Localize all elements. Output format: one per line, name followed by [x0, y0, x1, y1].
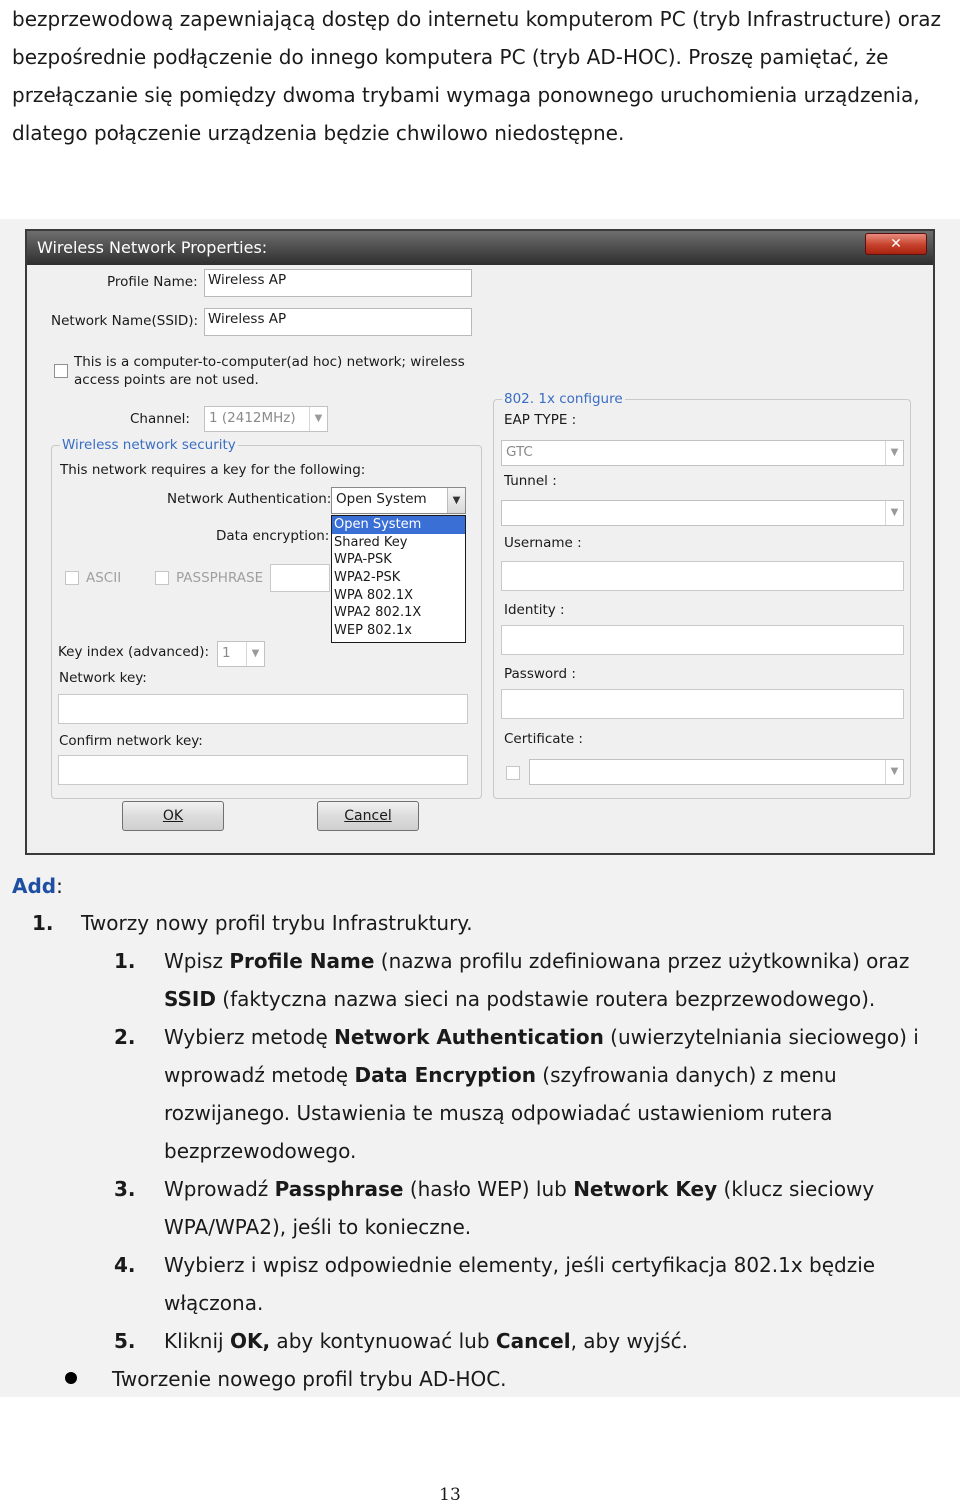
certificate-select[interactable]	[529, 759, 904, 785]
password-input[interactable]	[501, 689, 904, 719]
close-button[interactable]	[865, 233, 927, 255]
dropdown-option[interactable]: WPA2 802.1X	[334, 605, 422, 621]
wireless-network-properties-dialog	[25, 229, 935, 855]
add-heading	[12, 868, 63, 904]
eap-type-label: EAP TYPE :	[504, 412, 577, 428]
bullet-text: Tworzenie nowego profil trybu AD-HOC.	[112, 1367, 507, 1391]
ascii-label: ASCII	[86, 570, 122, 586]
step-text-part: Wpisz	[164, 949, 230, 973]
step-number: 4.	[114, 1253, 136, 1277]
confirm-key-input[interactable]	[58, 755, 468, 785]
step-bold-term: Profile Name	[229, 949, 375, 973]
dot1x-legend: 802. 1x configure	[504, 391, 623, 407]
chevron-down-icon: ▼	[447, 488, 465, 513]
step-bold-term: SSID	[164, 987, 216, 1011]
step-text-part: Kliknij	[164, 1329, 230, 1353]
step-bold-term: Network Key	[573, 1177, 718, 1201]
step-text-part: , aby wyjść.	[570, 1329, 688, 1353]
page-number: 13	[439, 1485, 461, 1505]
tunnel-label: Tunnel :	[504, 473, 557, 489]
chevron-down-icon: ▼	[246, 642, 264, 666]
chevron-down-icon: ▼	[885, 501, 903, 525]
step-number: 5.	[114, 1329, 136, 1353]
step-text-part: Wybierz metodę	[164, 1025, 335, 1049]
step-text-part: (szyfrowania danych) z menu rozwijanego. Ustawienia te muszą odpowiadać ustawieniom rutera bezprzewodowego.	[164, 1063, 837, 1163]
step-text-part: (klucz sieciowy WPA/WPA2), jeśli to konieczne.	[164, 1177, 875, 1239]
dropdown-option[interactable]: WEP 802.1x	[334, 623, 412, 639]
eap-type-select[interactable]	[501, 440, 904, 466]
net-auth-label: Network Authentication:	[167, 491, 332, 507]
network-auth-select[interactable]	[331, 487, 466, 514]
network-auth-dropdown-list	[331, 515, 466, 643]
dropdown-option[interactable]: Shared Key	[334, 534, 408, 550]
key-index-label: Key index (advanced):	[58, 644, 210, 660]
tunnel-select[interactable]	[501, 500, 904, 526]
network-key-input[interactable]	[58, 694, 468, 724]
step-text	[164, 1018, 954, 1170]
ok-button[interactable]	[122, 801, 224, 831]
step-number: 1.	[114, 949, 136, 973]
profile-name-input[interactable]: Wireless AP	[204, 269, 472, 297]
key-index-value: 1	[222, 645, 231, 661]
step-bold-term: Network Authentication	[334, 1025, 604, 1049]
cancel-button[interactable]	[317, 801, 419, 831]
dropdown-option[interactable]: WPA-PSK	[334, 552, 392, 568]
adhoc-label-line1: This is a computer-to-computer(ad hoc) network; wireless	[74, 354, 465, 370]
network-auth-value: Open System	[336, 491, 427, 507]
eap-type-value: GTC	[506, 444, 533, 460]
step-text	[164, 1246, 954, 1322]
cancel-button-label: Cancel	[344, 808, 392, 824]
step-text-part: (uwierzytelniania sieciowego) i wprowadź metodę	[164, 1025, 919, 1087]
security-legend: Wireless network security	[62, 437, 236, 453]
step-number: 3.	[114, 1177, 136, 1201]
profile-name-label: Profile Name:	[107, 274, 198, 290]
channel-value: 1 (2412MHz)	[209, 410, 296, 426]
username-label: Username :	[504, 535, 582, 551]
ssid-input[interactable]: Wireless AP	[204, 308, 472, 336]
step-text-part: Wprowadź	[164, 1177, 275, 1201]
identity-input[interactable]	[501, 625, 904, 655]
adhoc-checkbox[interactable]	[54, 364, 68, 378]
step-text-part: (hasło WEP) lub	[403, 1177, 574, 1201]
network-key-label: Network key:	[59, 670, 147, 686]
dropdown-option[interactable]: WPA 802.1X	[334, 587, 414, 603]
intro-paragraph	[12, 0, 957, 152]
certificate-label: Certificate :	[504, 731, 583, 747]
step-text	[164, 942, 954, 1018]
password-label: Password :	[504, 666, 576, 682]
passphrase-checkbox[interactable]	[155, 571, 169, 585]
chevron-down-icon: ▼	[309, 407, 327, 431]
intro-text: bezprzewodową zapewniającą dostęp do internetu komputerom PC (tryb Infrastructure) oraz bezpośrednie podłączenie do innego komputera PC (tryb AD-HOC). Proszę pamiętać, że przełączanie się pomiędzy dwoma trybami wymaga ponownego uruchomienia urządzenia, dlatego połączenie urządzenia będzie chwilowo niedostępne.	[12, 7, 942, 145]
identity-label: Identity :	[504, 602, 565, 618]
step-bold-term: Cancel	[495, 1329, 571, 1353]
add-label: Add	[12, 874, 57, 898]
dropdown-option[interactable]: Open System	[332, 516, 465, 534]
close-icon: ✕	[890, 236, 902, 252]
add-colon: :	[56, 874, 63, 898]
chevron-down-icon: ▼	[885, 441, 903, 465]
ascii-checkbox[interactable]	[65, 571, 79, 585]
step-text-part: Wybierz i wpisz odpowiednie elementy, jeśli certyfikacja 802.1x będzie włączona.	[164, 1253, 876, 1315]
dialog-titlebar	[27, 231, 933, 265]
bullet-icon	[65, 1372, 77, 1384]
adhoc-label-line2: access points are not used.	[74, 372, 259, 388]
ok-button-label: OK	[162, 808, 184, 824]
step-text	[164, 1322, 954, 1360]
step-bold-term: Data Encryption	[354, 1063, 536, 1087]
step-number: 2.	[114, 1025, 136, 1049]
step-text-part: (faktyczna nazwa sieci na podstawie routera bezprzewodowego).	[215, 987, 876, 1011]
certificate-checkbox[interactable]	[506, 766, 520, 780]
channel-select[interactable]	[204, 406, 328, 432]
dropdown-option[interactable]: WPA2-PSK	[334, 570, 401, 586]
step-text-part: (nazwa profilu zdefiniowana przez użytkownika) oraz	[374, 949, 910, 973]
step-text-part: aby kontynuować lub	[270, 1329, 496, 1353]
item1-number: 1.	[32, 911, 54, 935]
ssid-label: Network Name(SSID):	[51, 313, 199, 329]
passphrase-input[interactable]	[270, 564, 330, 592]
username-input[interactable]	[501, 561, 904, 591]
step-text	[164, 1170, 954, 1246]
confirm-key-label: Confirm network key:	[59, 733, 203, 749]
data-encryption-label: Data encryption:	[216, 528, 330, 544]
item1-text: Tworzy nowy profil trybu Infrastruktury.	[81, 911, 473, 935]
dialog-title: Wireless Network Properties:	[37, 238, 268, 257]
passphrase-label: PASSPHRASE	[176, 570, 264, 586]
requires-key-label: This network requires a key for the following:	[60, 462, 366, 478]
channel-label: Channel:	[130, 411, 190, 427]
step-bold-term: Passphrase	[274, 1177, 404, 1201]
chevron-down-icon: ▼	[885, 760, 903, 784]
key-index-select[interactable]	[217, 641, 265, 667]
step-bold-term: OK,	[229, 1329, 271, 1353]
